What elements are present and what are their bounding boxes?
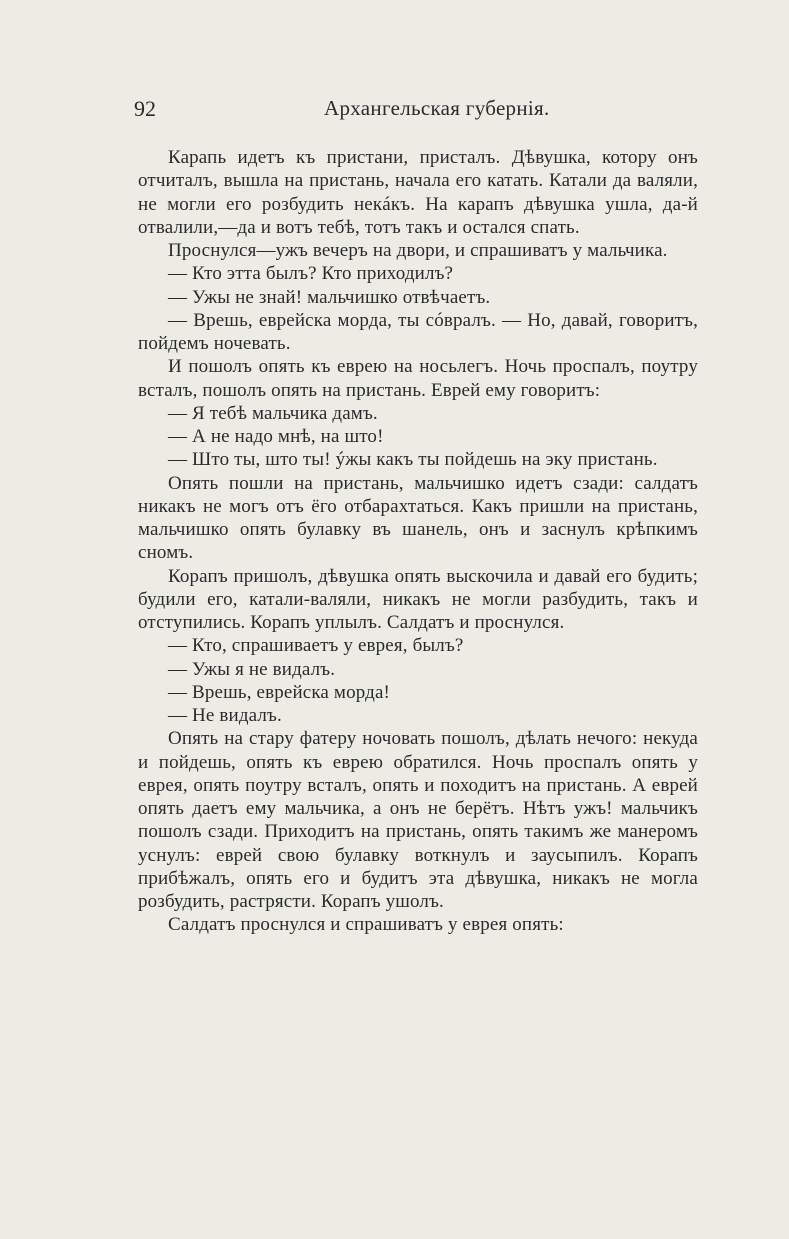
dialogue-line: — Кто, спрашиваетъ у еврея, былъ? <box>168 635 464 657</box>
dialogue-line: — Врешь, еврейска морда, ты сóвралъ. — Но, давай, говоритъ, пойдемъ ночевать. <box>138 309 698 354</box>
running-title: Архангельская губернія. <box>324 96 550 120</box>
dialogue-line: — Кто этта былъ? Кто приходилъ? <box>168 263 454 285</box>
dialogue-line: — А не надо мнѣ, на што! <box>168 426 384 447</box>
dialogue-line: — Я тебѣ мальчика дамъ. <box>168 402 378 424</box>
body-text <box>138 146 698 937</box>
paragraph: Опять на стару фатеру ночовать пошолъ, дѣлать нечого: некуда и пойдешь, опять къ еврею обратился. Ночь проспалъ опять у еврея, опять поутру всталъ, опять и походитъ на пристань. А еврей опять даетъ ему мальчика, а онъ не берётъ. Нѣтъ ужъ! мальчикъ пошолъ сзади. Приходитъ на пристань, опять такимъ же манеромъ уснулъ: еврей свою булавку воткнулъ и заусыпилъ. Корапъ прибѣжалъ, опять его и будитъ эта дѣвушка, никакъ не могла розбудить, растрясти. Корапъ ушолъ. <box>138 728 698 912</box>
paragraph: Карапь идетъ къ пристани, присталъ. Дѣвушка, котору онъ отчиталъ, вышла на пристань, начала его катать. Катали да валяли, не могли его розбудить некáкъ. На карапъ дѣвушка ушла, да-й отвалили,—да и вотъ тебѣ, тотъ такъ и остался спать. <box>138 147 698 238</box>
dialogue-line: — Врешь, еврейска морда! <box>168 681 391 703</box>
page-number: 92 <box>134 96 156 121</box>
paragraph: Опять пошли на пристань, мальчишко идетъ сзади: салдатъ никакъ не могъ отъ ёго отбарахтаться. Какъ пришли на пристань, мальчишко опять булавку въ шанель, онъ и заснулъ крѣпкимъ сномъ. <box>138 472 698 564</box>
dialogue-line: — Не видалъ. <box>168 705 282 726</box>
paragraph: Корапъ пришолъ, дѣвушка опять выскочила и давай его будить; будили его, катали-валяли, никакъ не могли разбудить, такъ и отступились. Корапъ уплылъ. Салдатъ и проснулся. <box>138 565 698 633</box>
dialogue-line: — Ужы не знай! мальчишко отвѣчаетъ. <box>168 286 491 308</box>
paragraph: И пошолъ опять къ еврею на носьлегъ. Ночь проспалъ, поутру всталъ, пошолъ опять на пристань. Еврей ему говоритъ: <box>138 356 698 401</box>
page-header <box>134 96 694 126</box>
dialogue-line: — Ужы я не видалъ. <box>168 658 336 680</box>
dialogue-line: — Што ты, што ты! ýжы какъ ты пойдешь на эку пристань. <box>168 449 658 471</box>
paragraph: Проснулся—ужъ вечеръ на двори, и спрашиватъ у мальчика. <box>168 240 668 261</box>
paragraph: Салдатъ проснулся и спрашиватъ у еврея опять: <box>168 914 564 936</box>
